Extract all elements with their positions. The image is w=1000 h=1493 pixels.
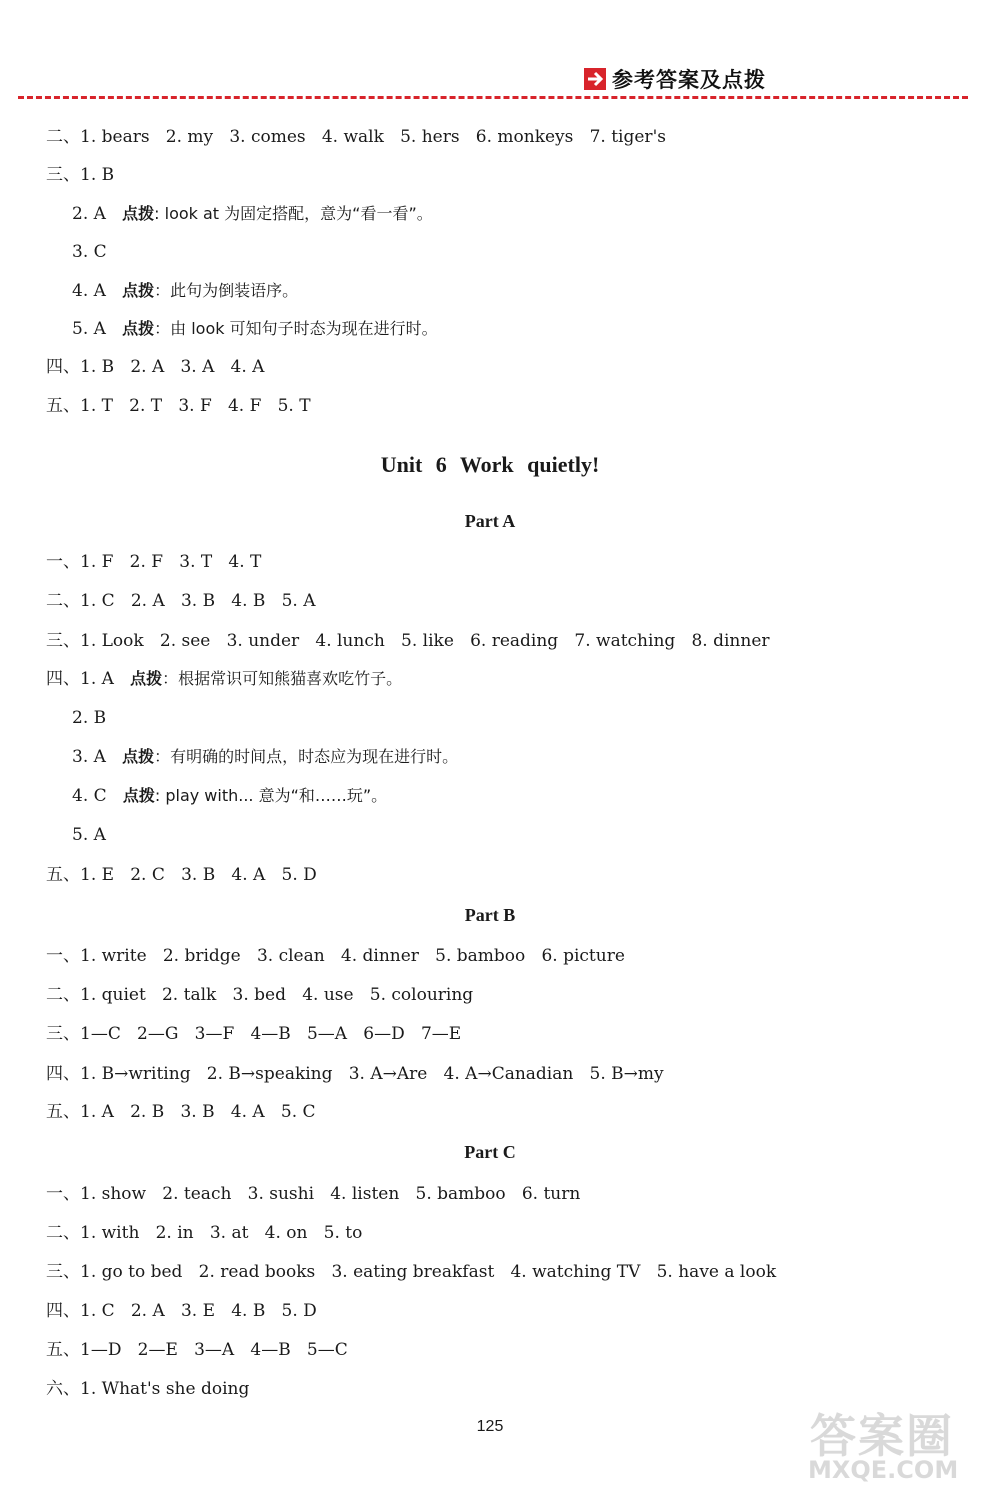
- answer-line: 三、1. B: [46, 165, 115, 185]
- answer-line: 六、1. What's she doing: [46, 1379, 250, 1399]
- answer-line: 5. A: [72, 825, 106, 845]
- answer-line-with-tip: [72, 785, 387, 807]
- answer-line: 2. B: [72, 708, 107, 728]
- answer-line: 五、1. A 2. B 3. B 4. A 5. C: [46, 1102, 316, 1122]
- tip-label: 点拨: [122, 204, 155, 223]
- answer-line: 三、1. Look 2. see 3. under 4. lunch 5. like 6. reading 7. watching 8. dinner: [46, 631, 770, 651]
- answer-line-with-tip: [72, 318, 438, 340]
- answer-line: 五、1. E 2. C 3. B 4. A 5. D: [46, 865, 317, 885]
- answer-line-with-tip: [72, 746, 458, 768]
- answer-line: 二、1. quiet 2. talk 3. bed 4. use 5. colouring: [46, 985, 474, 1005]
- answer-line-with-tip: [46, 668, 402, 690]
- answer-item: 5. A: [72, 319, 123, 339]
- answer-item: 3. A: [72, 747, 123, 767]
- answer-line: 三、1. go to bed 2. read books 3. eating breakfast 4. watching TV 5. have a look: [46, 1262, 777, 1282]
- answer-line: 3. C: [72, 242, 107, 262]
- header-title: 参考答案及点拨: [612, 68, 766, 92]
- watermark-logo: [800, 1400, 990, 1488]
- tip-text: ：根据常识可知熊猫喜欢吃竹子。: [162, 669, 403, 688]
- answer-line: 四、1. C 2. A 3. E 4. B 5. D: [46, 1301, 317, 1321]
- tip-text: ：有明确的时间点，时态应为现在进行时。: [154, 747, 459, 766]
- tip-text: : play with... 意为“和……玩”。: [154, 786, 388, 805]
- tip-label: 点拨: [130, 669, 163, 688]
- page-number: 125: [476, 1418, 504, 1435]
- answer-line-with-tip: [72, 280, 298, 302]
- answer-item: 2. A: [72, 204, 123, 224]
- tip-text: ：由 look 可知句子时态为现在进行时。: [154, 319, 438, 338]
- tip-label: 点拨: [122, 281, 155, 300]
- watermark-url: MXQE.COM: [808, 1456, 959, 1484]
- answer-item: 4. A: [72, 281, 123, 301]
- answer-line: 五、1. T 2. T 3. F 4. F 5. T: [46, 396, 311, 416]
- page-header: [578, 64, 772, 94]
- answer-line: 四、1. B→writing 2. B→speaking 3. A→Are 4. A→Canadian 5. B→my: [46, 1064, 664, 1084]
- part-b-title: Part B: [464, 905, 516, 925]
- answer-line: 二、1. with 2. in 3. at 4. on 5. to: [46, 1223, 363, 1243]
- answer-line-with-tip: [72, 203, 433, 225]
- tip-text: : look at 为固定搭配，意为“看一看”。: [154, 204, 433, 223]
- answer-line: 一、1. write 2. bridge 3. clean 4. dinner 5. bamboo 6. picture: [46, 946, 625, 966]
- answer-item: 4. C: [72, 786, 123, 806]
- answer-line: 一、1. show 2. teach 3. sushi 4. listen 5. bamboo 6. turn: [46, 1184, 581, 1204]
- arrow-right-icon: [584, 68, 606, 90]
- answer-line: 二、1. bears 2. my 3. comes 4. walk 5. hers 6. monkeys 7. tiger's: [46, 127, 666, 147]
- answer-line: 五、1—D 2—E 3—A 4—B 5—C: [46, 1340, 348, 1360]
- tip-label: 点拨: [122, 319, 155, 338]
- part-a-title: Part A: [464, 511, 516, 531]
- answer-line: 二、1. C 2. A 3. B 4. B 5. A: [46, 591, 316, 611]
- header-divider: [18, 96, 968, 99]
- tip-text: ：此句为倒装语序。: [154, 281, 299, 300]
- watermark-text: 答案圈: [810, 1409, 954, 1463]
- part-c-title: Part C: [464, 1142, 516, 1162]
- answer-line: 一、1. F 2. F 3. T 4. T: [46, 552, 262, 572]
- answer-item: 四、1. A: [46, 669, 131, 689]
- answer-line: 三、1—C 2—G 3—F 4—B 5—A 6—D 7—E: [46, 1024, 462, 1044]
- answer-line: 四、1. B 2. A 3. A 4. A: [46, 357, 265, 377]
- tip-label: 点拨: [122, 747, 155, 766]
- tip-label: 点拨: [122, 786, 155, 805]
- unit-title: Unit 6 Work quietly!: [380, 452, 600, 477]
